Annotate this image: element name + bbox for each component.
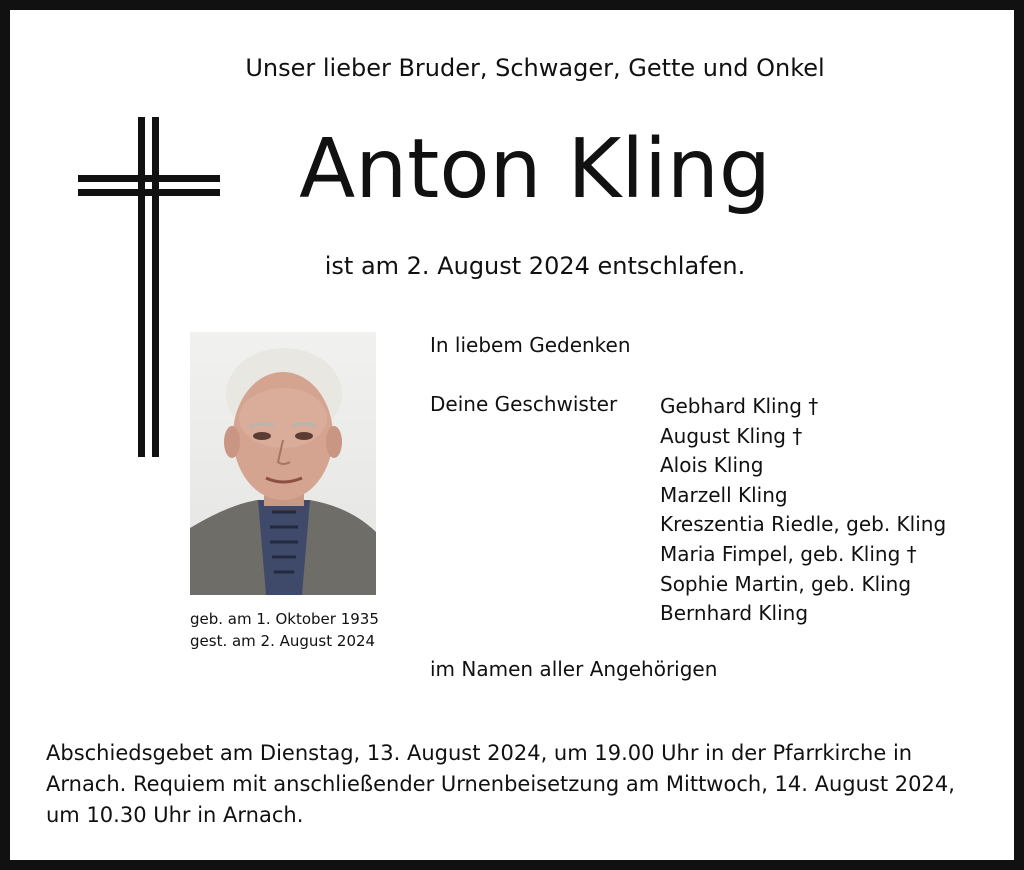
siblings-list — [660, 392, 946, 629]
list-item: Marzell Kling — [660, 482, 788, 507]
siblings-label: Deine Geschwister — [430, 392, 618, 416]
intro-line: Unser lieber Bruder, Schwager, Gette und Onkel — [245, 54, 825, 82]
list-item: Maria Fimpel, geb. Kling † — [660, 541, 917, 566]
list-item: Bernhard Kling — [660, 601, 809, 626]
list-item: Sophie Martin, geb. Kling — [660, 571, 912, 596]
birth-date: geb. am 1. Oktober 1935 — [190, 610, 379, 628]
death-date: gest. am 2. August 2024 — [190, 632, 376, 650]
service-details: Abschiedsgebet am Dienstag, 13. August 2024, um 19.00 Uhr in der Pfarrkirche in Arnach. Requiem mit anschließender Urnenbeisetzung am Mittwoch, 14. August 2024, um 10.30 Uhr in Arnach. — [46, 741, 955, 827]
list-item: Kreszentia Riedle, geb. Kling — [660, 512, 947, 537]
list-item: Alois Kling — [660, 453, 764, 478]
memorial-line: In liebem Gedenken — [430, 333, 631, 357]
list-item: Gebhard Kling † — [660, 394, 819, 418]
list-item: August Kling † — [660, 423, 803, 448]
life-dates — [190, 608, 379, 652]
deceased-name: Anton Kling — [299, 122, 771, 217]
death-line: ist am 2. August 2024 entschlafen. — [324, 252, 746, 280]
portrait-photo — [190, 332, 376, 595]
on-behalf-line: im Namen aller Angehörigen — [430, 657, 718, 681]
